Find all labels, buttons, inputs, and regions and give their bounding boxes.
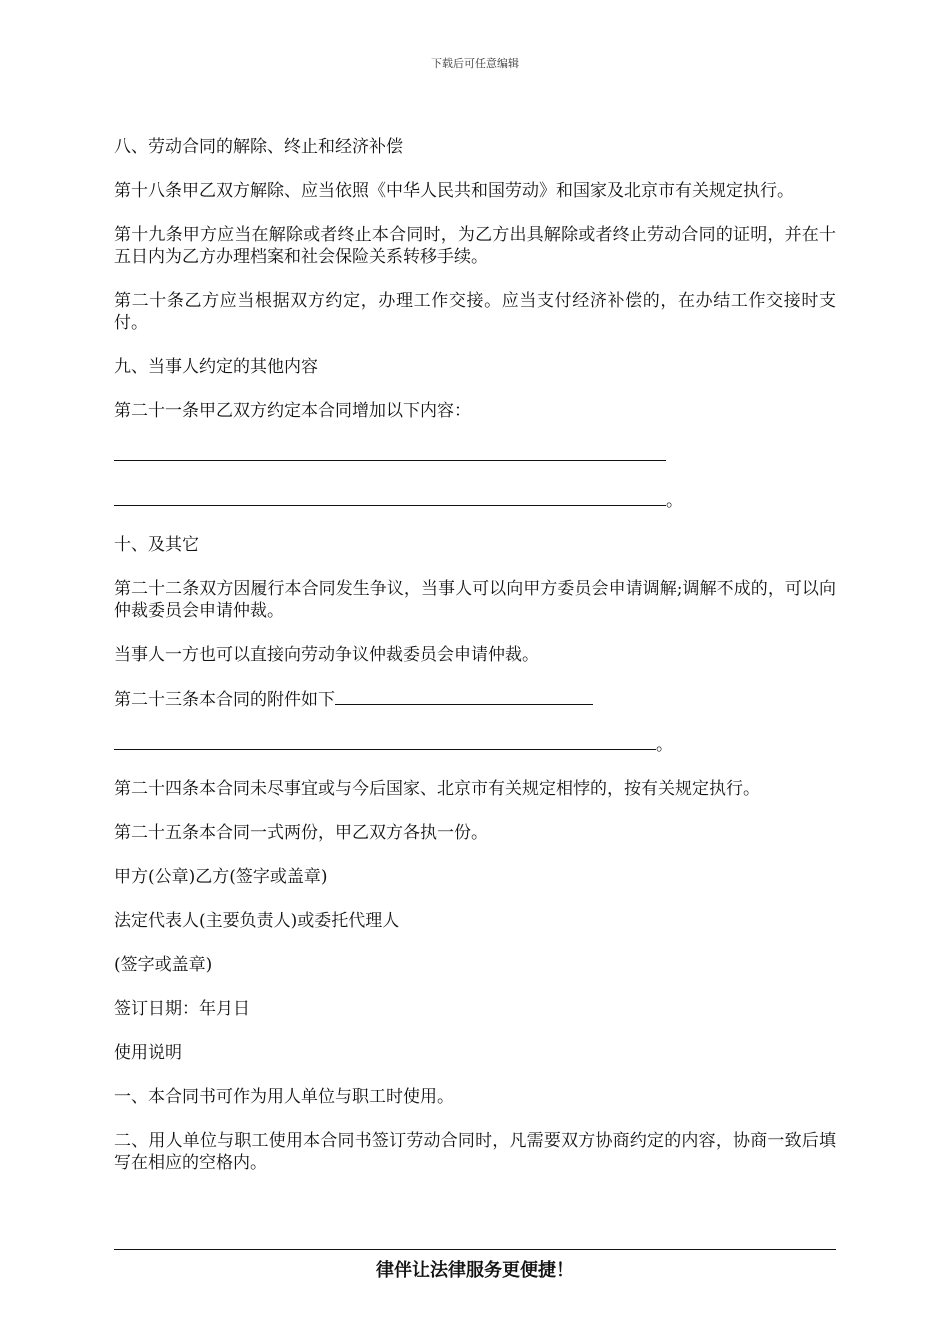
footer-slogan: 律伴让法律服务更便捷！: [376, 1260, 574, 1281]
article-21: 第二十一条甲乙双方约定本合同增加以下内容：: [114, 401, 471, 421]
fill-in-blank: [114, 444, 666, 461]
article-18: 第十八条甲乙双方解除、应当依照《中华人民共和国劳动》和国家及北京市有关规定执行。: [114, 181, 794, 201]
article-23-blank-line: [114, 733, 836, 756]
footer-divider: [114, 1249, 836, 1250]
article-21-blank-line-2: [114, 489, 836, 512]
article-20: 第二十条乙方应当根据双方约定，办理工作交接。应当支付经济补偿的，在办结工作交接时支付。: [114, 291, 836, 333]
document-body: [114, 136, 836, 1196]
section-8-title: 八、劳动合同的解除、终止和经济补偿: [114, 137, 403, 157]
usage-item-1: 一、本合同书可作为用人单位与职工时使用。: [114, 1087, 454, 1107]
fill-in-blank: [114, 733, 656, 750]
signature-seal: (签字或盖章): [114, 955, 213, 975]
blank-line-end-mark: 。: [666, 491, 683, 511]
article-23: [114, 688, 836, 711]
signature-representative: 法定代表人(主要负责人)或委托代理人: [114, 911, 400, 931]
article-21-blank-line-1: [114, 444, 836, 467]
article-23-text: 第二十三条本合同的附件如下: [114, 690, 335, 710]
article-24: 第二十四条本合同未尽事宜或与今后国家、北京市有关规定相悖的，按有关规定执行。: [114, 779, 760, 799]
signing-date: 签订日期：年月日: [114, 999, 250, 1019]
article-22: 第二十二条双方因履行本合同发生争议，当事人可以向甲方委员会申请调解;调解不成的，可以向仲裁委员会申请仲裁。: [114, 579, 836, 621]
article-22-continued: 当事人一方也可以直接向劳动争议仲裁委员会申请仲裁。: [114, 645, 539, 665]
usage-title: 使用说明: [114, 1043, 182, 1063]
fill-in-blank: [114, 489, 666, 506]
article-19: 第十九条甲方应当在解除或者终止本合同时，为乙方出具解除或者终止劳动合同的证明，并在十五日内为乙方办理档案和社会保险关系转移手续。: [114, 225, 836, 267]
signature-parties: 甲方(公章)乙方(签字或盖章): [114, 867, 328, 887]
usage-item-2: 二、用人单位与职工使用本合同书签订劳动合同时，凡需要双方协商约定的内容，协商一致后填写在相应的空格内。: [114, 1131, 836, 1173]
article-25: 第二十五条本合同一式两份，甲乙双方各执一份。: [114, 823, 488, 843]
fill-in-blank: [335, 688, 593, 705]
section-10-title: 十、及其它: [114, 535, 199, 555]
section-9-title: 九、当事人约定的其他内容: [114, 357, 318, 377]
blank-line-end-mark: 。: [656, 735, 673, 755]
page-header-note: 下载后可任意编辑: [431, 57, 519, 70]
